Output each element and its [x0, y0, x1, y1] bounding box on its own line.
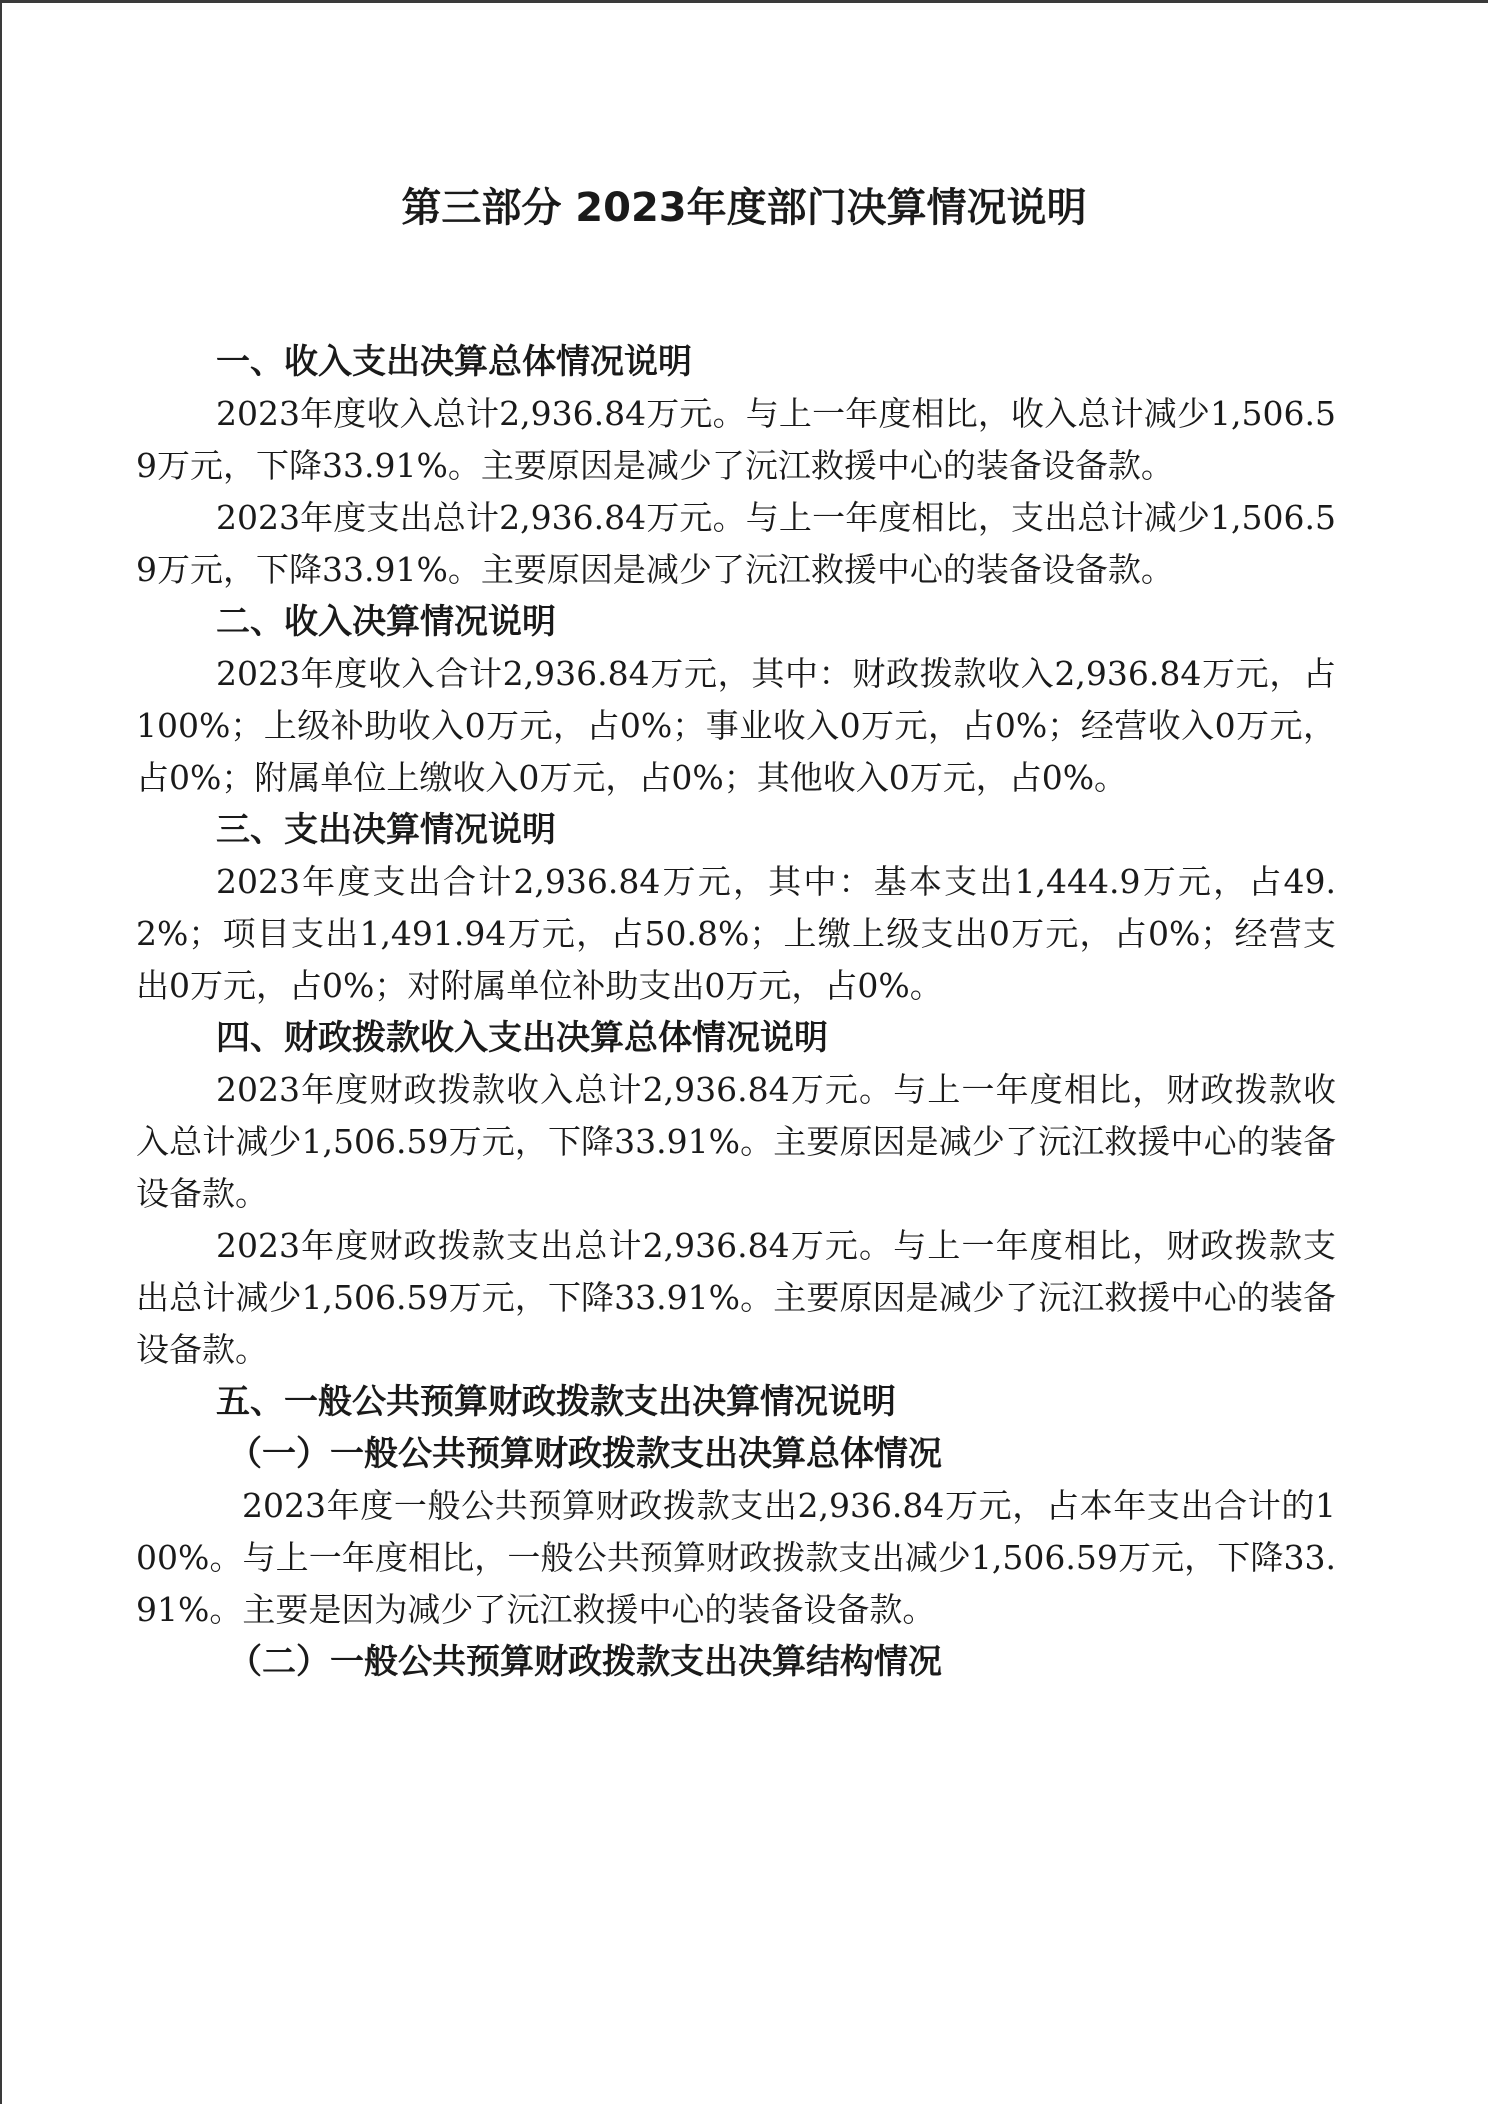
subsection-heading-2: （二）一般公共预算财政拨款支出决算结构情况 — [228, 1642, 942, 1682]
paragraph: 2023年度财政拨款支出总计2,936.84万元。与上一年度相比，财政拨款支出总计减少1,506.59万元，下降33.91%。主要原因是减少了沅江救援中心的装备设备款。 — [136, 1226, 1336, 1369]
page-left-edge — [0, 0, 2, 2104]
section-heading-4: 四、财政拨款收入支出决算总体情况说明 — [216, 1018, 828, 1058]
section-heading-1: 一、收入支出决算总体情况说明 — [216, 342, 692, 382]
document-body — [136, 336, 1336, 1688]
page-top-edge — [0, 0, 1488, 3]
section-heading-3: 三、支出决算情况说明 — [216, 810, 556, 850]
section-heading-2: 二、收入决算情况说明 — [216, 602, 556, 642]
page-title: 第三部分 2023年度部门决算情况说明 — [401, 185, 1087, 231]
section-heading-5: 五、一般公共预算财政拨款支出决算情况说明 — [216, 1382, 896, 1422]
paragraph: 2023年度支出合计2,936.84万元，其中：基本支出1,444.9万元，占49.2%；项目支出1,491.94万元，占50.8%；上缴上级支出0万元，占0%；经营支出0万元，占0%；对附属单位补助支出0万元，占0%。 — [136, 862, 1336, 1005]
paragraph: 2023年度收入合计2,936.84万元，其中：财政拨款收入2,936.84万元，占100%；上级补助收入0万元，占0%；事业收入0万元，占0%；经营收入0万元，占0%；附属单位上缴收入0万元，占0%；其他收入0万元，占0%。 — [136, 654, 1336, 797]
paragraph: 2023年度支出总计2,936.84万元。与上一年度相比，支出总计减少1,506.59万元，下降33.91%。主要原因是减少了沅江救援中心的装备设备款。 — [136, 498, 1336, 589]
paragraph: 2023年度收入总计2,936.84万元。与上一年度相比，收入总计减少1,506.59万元，下降33.91%。主要原因是减少了沅江救援中心的装备设备款。 — [136, 394, 1336, 485]
paragraph: 2023年度一般公共预算财政拨款支出2,936.84万元，占本年支出合计的100%。与上一年度相比，一般公共预算财政拨款支出减少1,506.59万元，下降33.91%。主要是因为减少了沅江救援中心的装备设备款。 — [136, 1486, 1336, 1629]
paragraph: 2023年度财政拨款收入总计2,936.84万元。与上一年度相比，财政拨款收入总计减少1,506.59万元，下降33.91%。主要原因是减少了沅江救援中心的装备设备款。 — [136, 1070, 1336, 1213]
subsection-heading-1: （一）一般公共预算财政拨款支出决算总体情况 — [228, 1434, 942, 1474]
